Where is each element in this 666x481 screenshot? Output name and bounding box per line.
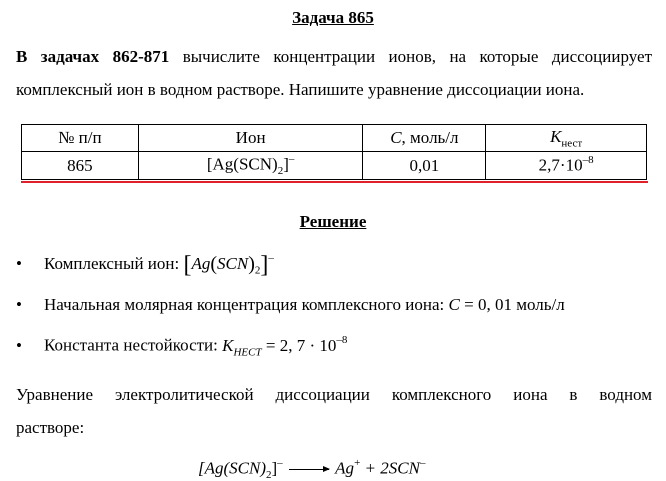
problem-title: Задача 865	[292, 8, 374, 27]
bullet-glyph: •	[16, 254, 22, 273]
bullet-glyph: •	[16, 335, 22, 355]
dissociation-paragraph	[16, 378, 652, 444]
reaction-arrow-icon	[289, 469, 329, 470]
complex-ion-formula: $[Ag(SCN)_2]^-$	[183, 252, 274, 278]
instability-constant-formula: $K_{НЕСТ} = 2$, $7 \cdot 10^{-8}$	[222, 334, 348, 359]
header-num: № п/п	[22, 125, 139, 152]
data-table-container	[21, 124, 647, 182]
bullet-label: Начальная молярная концентрация комплексного иона:	[44, 295, 449, 314]
statement-bold: В задачах 862-871	[16, 47, 170, 66]
problem-statement	[16, 40, 652, 106]
bullet-glyph: •	[16, 295, 22, 314]
header-concentration: C, моль/л	[363, 125, 486, 152]
bullet-concentration	[16, 295, 565, 315]
paragraph-line-1: Уравнение электролитической диссоциации комплексного иона в водном	[16, 385, 652, 404]
header-k: $K_{нест}$	[486, 125, 647, 152]
table-row	[22, 152, 647, 180]
bullet-label: Константа нестойкости:	[44, 335, 223, 355]
red-underline	[21, 181, 648, 183]
concentration-formula: C = 0, 01 моль/л	[448, 295, 565, 314]
cell-ion: $[Ag(SCN)_2]^-$	[138, 152, 363, 180]
header-ion: Ион	[138, 125, 363, 152]
bullet-label: Комплексный ион:	[44, 254, 184, 273]
solution-title: Решение	[299, 212, 367, 231]
dissociation-equation: $[Ag(SCN)_2]^-$ Ag+ + 2SCN–	[198, 457, 426, 481]
cell-k: $2,7\cdot 10^{-8}$	[486, 152, 647, 180]
cell-concentration: 0,01	[363, 152, 486, 180]
statement-text: вычислите концентрации ионов, на которые диссоциирует комплексный ион в водном растворе. Напишите уравнение диссоциации иона.	[16, 47, 652, 99]
bullet-instability-constant	[16, 335, 347, 358]
table-header-row	[22, 125, 647, 152]
cell-num: 865	[22, 152, 139, 180]
bullet-complex-ion	[16, 252, 274, 279]
paragraph-line-2: растворе:	[16, 418, 85, 437]
data-table	[21, 124, 647, 180]
